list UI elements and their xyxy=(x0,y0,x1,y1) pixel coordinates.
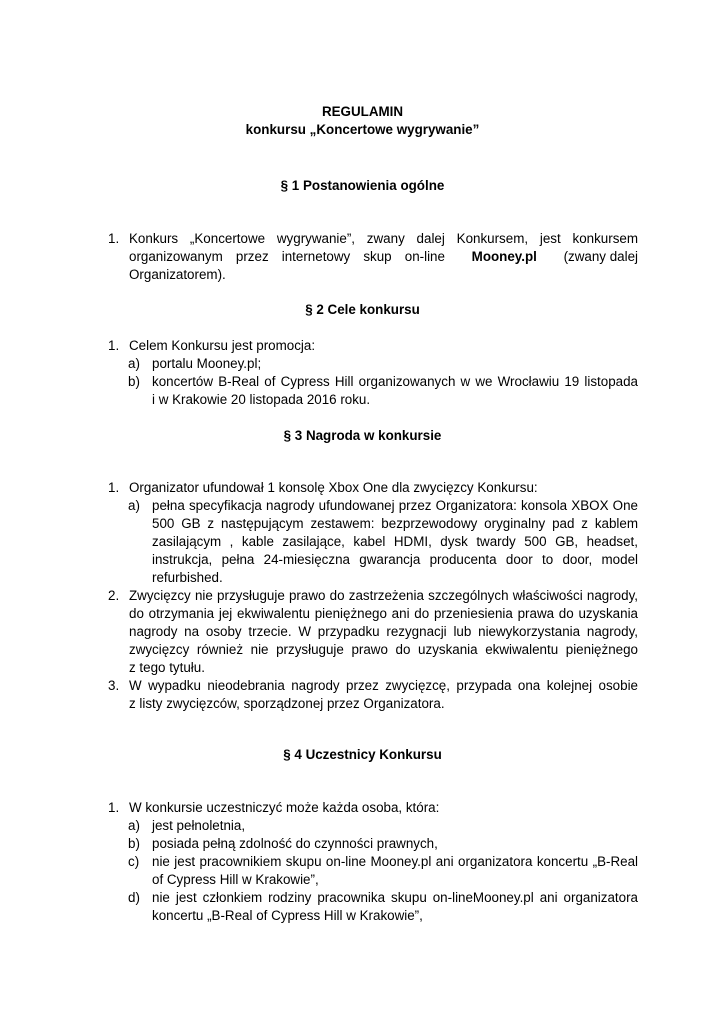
s2-a-text: portalu Mooney.pl; xyxy=(152,356,262,371)
s1-item-1-line-3: Organizatorem). xyxy=(129,267,226,282)
s3-item-2-line-2: do otrzymania jej ekwiwalentu pieniężnego ani do przeniesienia prawa do uzyskania xyxy=(129,606,638,621)
s3-item-1-text: Organizator ufundował 1 konsolę Xbox One dla zwycięzcy Konkursu: xyxy=(129,480,538,495)
word: przez xyxy=(235,249,269,264)
s3-item-3-line-1: W wypadku nieodebrania nagrody przez zwycięzcę, przypada ona kolejnej osobie xyxy=(129,678,638,693)
mooney-link-text: Mooney.pl xyxy=(471,249,537,264)
s3-a-line-5: refurbished. xyxy=(152,570,223,585)
s3-item-2-line-3: nagrody na osoby trzecie. W przypadku rezygnacji lub niewykorzystania nagrody, xyxy=(129,624,638,639)
s4-d-label: d) xyxy=(128,890,140,905)
s3-a-line-1: pełna specyfikacja nagrody ufundowanej przez Organizatora: konsola XBOX One xyxy=(152,498,638,513)
s4-d-line-2: koncertu „B-Real of Cypress Hill w Krakowie”, xyxy=(152,908,423,923)
s3-a-line-2: 500 GB z następującym zestawem: bezprzewodowy oryginalny pad z kablem xyxy=(152,516,638,531)
section-1-heading: § 1 Postanowienia ogólne xyxy=(280,178,445,193)
document-title: REGULAMIN xyxy=(321,104,404,119)
s3-item-2-line-5: z tego tytułu. xyxy=(129,660,205,675)
section-2-heading: § 2 Cele konkursu xyxy=(305,302,420,317)
section-4-heading: § 4 Uczestnicy Konkursu xyxy=(283,747,442,762)
s3-a-line-4: instrukcja, pełna 24-miesięczna gwarancja producenta door to door, model xyxy=(152,552,638,567)
s4-c-line-1: nie jest pracownikiem skupu on-line Mooney.pl ani organizatora koncertu „B-Real xyxy=(152,854,638,869)
s4-d-line-1: nie jest członkiem rodziny pracownika skupu on-lineMooney.pl ani organizatora xyxy=(152,890,638,905)
s4-c-line-2: of Cypress Hill w Krakowie”, xyxy=(152,872,319,887)
s1-line2-pre xyxy=(129,248,445,266)
section-3-heading: § 3 Nagroda w konkursie xyxy=(283,428,442,443)
s4-a-label: a) xyxy=(128,818,140,833)
s1-item-1-line-1: Konkurs „Koncertowe wygrywanie”, zwany dalej Konkursem, jest konkursem xyxy=(129,231,638,246)
s2-item-1-number: 1. xyxy=(108,338,120,353)
s1-item-1-number: 1. xyxy=(108,231,120,246)
s4-item-1-text: W konkursie uczestniczyć może każda osoba, która: xyxy=(129,800,440,815)
s3-a-label: a) xyxy=(128,498,140,513)
s2-b-line-2: i w Krakowie 20 listopada 2016 roku. xyxy=(152,392,371,407)
s2-b-label: b) xyxy=(128,374,140,389)
s3-item-3-line-2: z listy zwycięzców, sporządzonej przez Organizatora. xyxy=(129,696,445,711)
s4-c-label: c) xyxy=(128,854,140,869)
s1-item-1-line-2 xyxy=(129,248,638,266)
s4-item-1-number: 1. xyxy=(108,800,120,815)
s3-item-1-number: 1. xyxy=(108,480,120,495)
s4-b-text: posiada pełną zdolność do czynności prawnych, xyxy=(152,836,438,851)
word: organizowanym xyxy=(129,249,223,264)
s3-item-2-line-1: Zwycięzcy nie przysługuje prawo do zastrzeżenia szczególnych właściwości nagrody, xyxy=(129,588,638,603)
document-subtitle: konkursu „Koncertowe wygrywanie” xyxy=(245,122,480,137)
s3-a-line-3: zasilającym , kable zasilające, kabel HDMI, dysk twardy 500 GB, headset, xyxy=(152,534,638,549)
s1-line2-post: (zwany dalej xyxy=(563,249,638,264)
s3-item-2-number: 2. xyxy=(108,588,120,603)
word: on-line xyxy=(404,249,445,264)
s2-b-line-1: koncertów B-Real of Cypress Hill organizowanych w we Wrocławiu 19 listopada xyxy=(152,374,638,389)
s3-item-3-number: 3. xyxy=(108,678,120,693)
s4-a-text: jest pełnoletnia, xyxy=(152,818,246,833)
s2-a-label: a) xyxy=(128,356,140,371)
word: skup xyxy=(363,249,392,264)
s2-item-1-text: Celem Konkursu jest promocja: xyxy=(129,338,316,353)
word: internetowy xyxy=(281,249,351,264)
s4-b-label: b) xyxy=(128,836,140,851)
s3-item-2-line-4: zwycięzcy również nie przysługuje prawo do uzyskania ekwiwalentu pieniężnego xyxy=(129,642,638,657)
